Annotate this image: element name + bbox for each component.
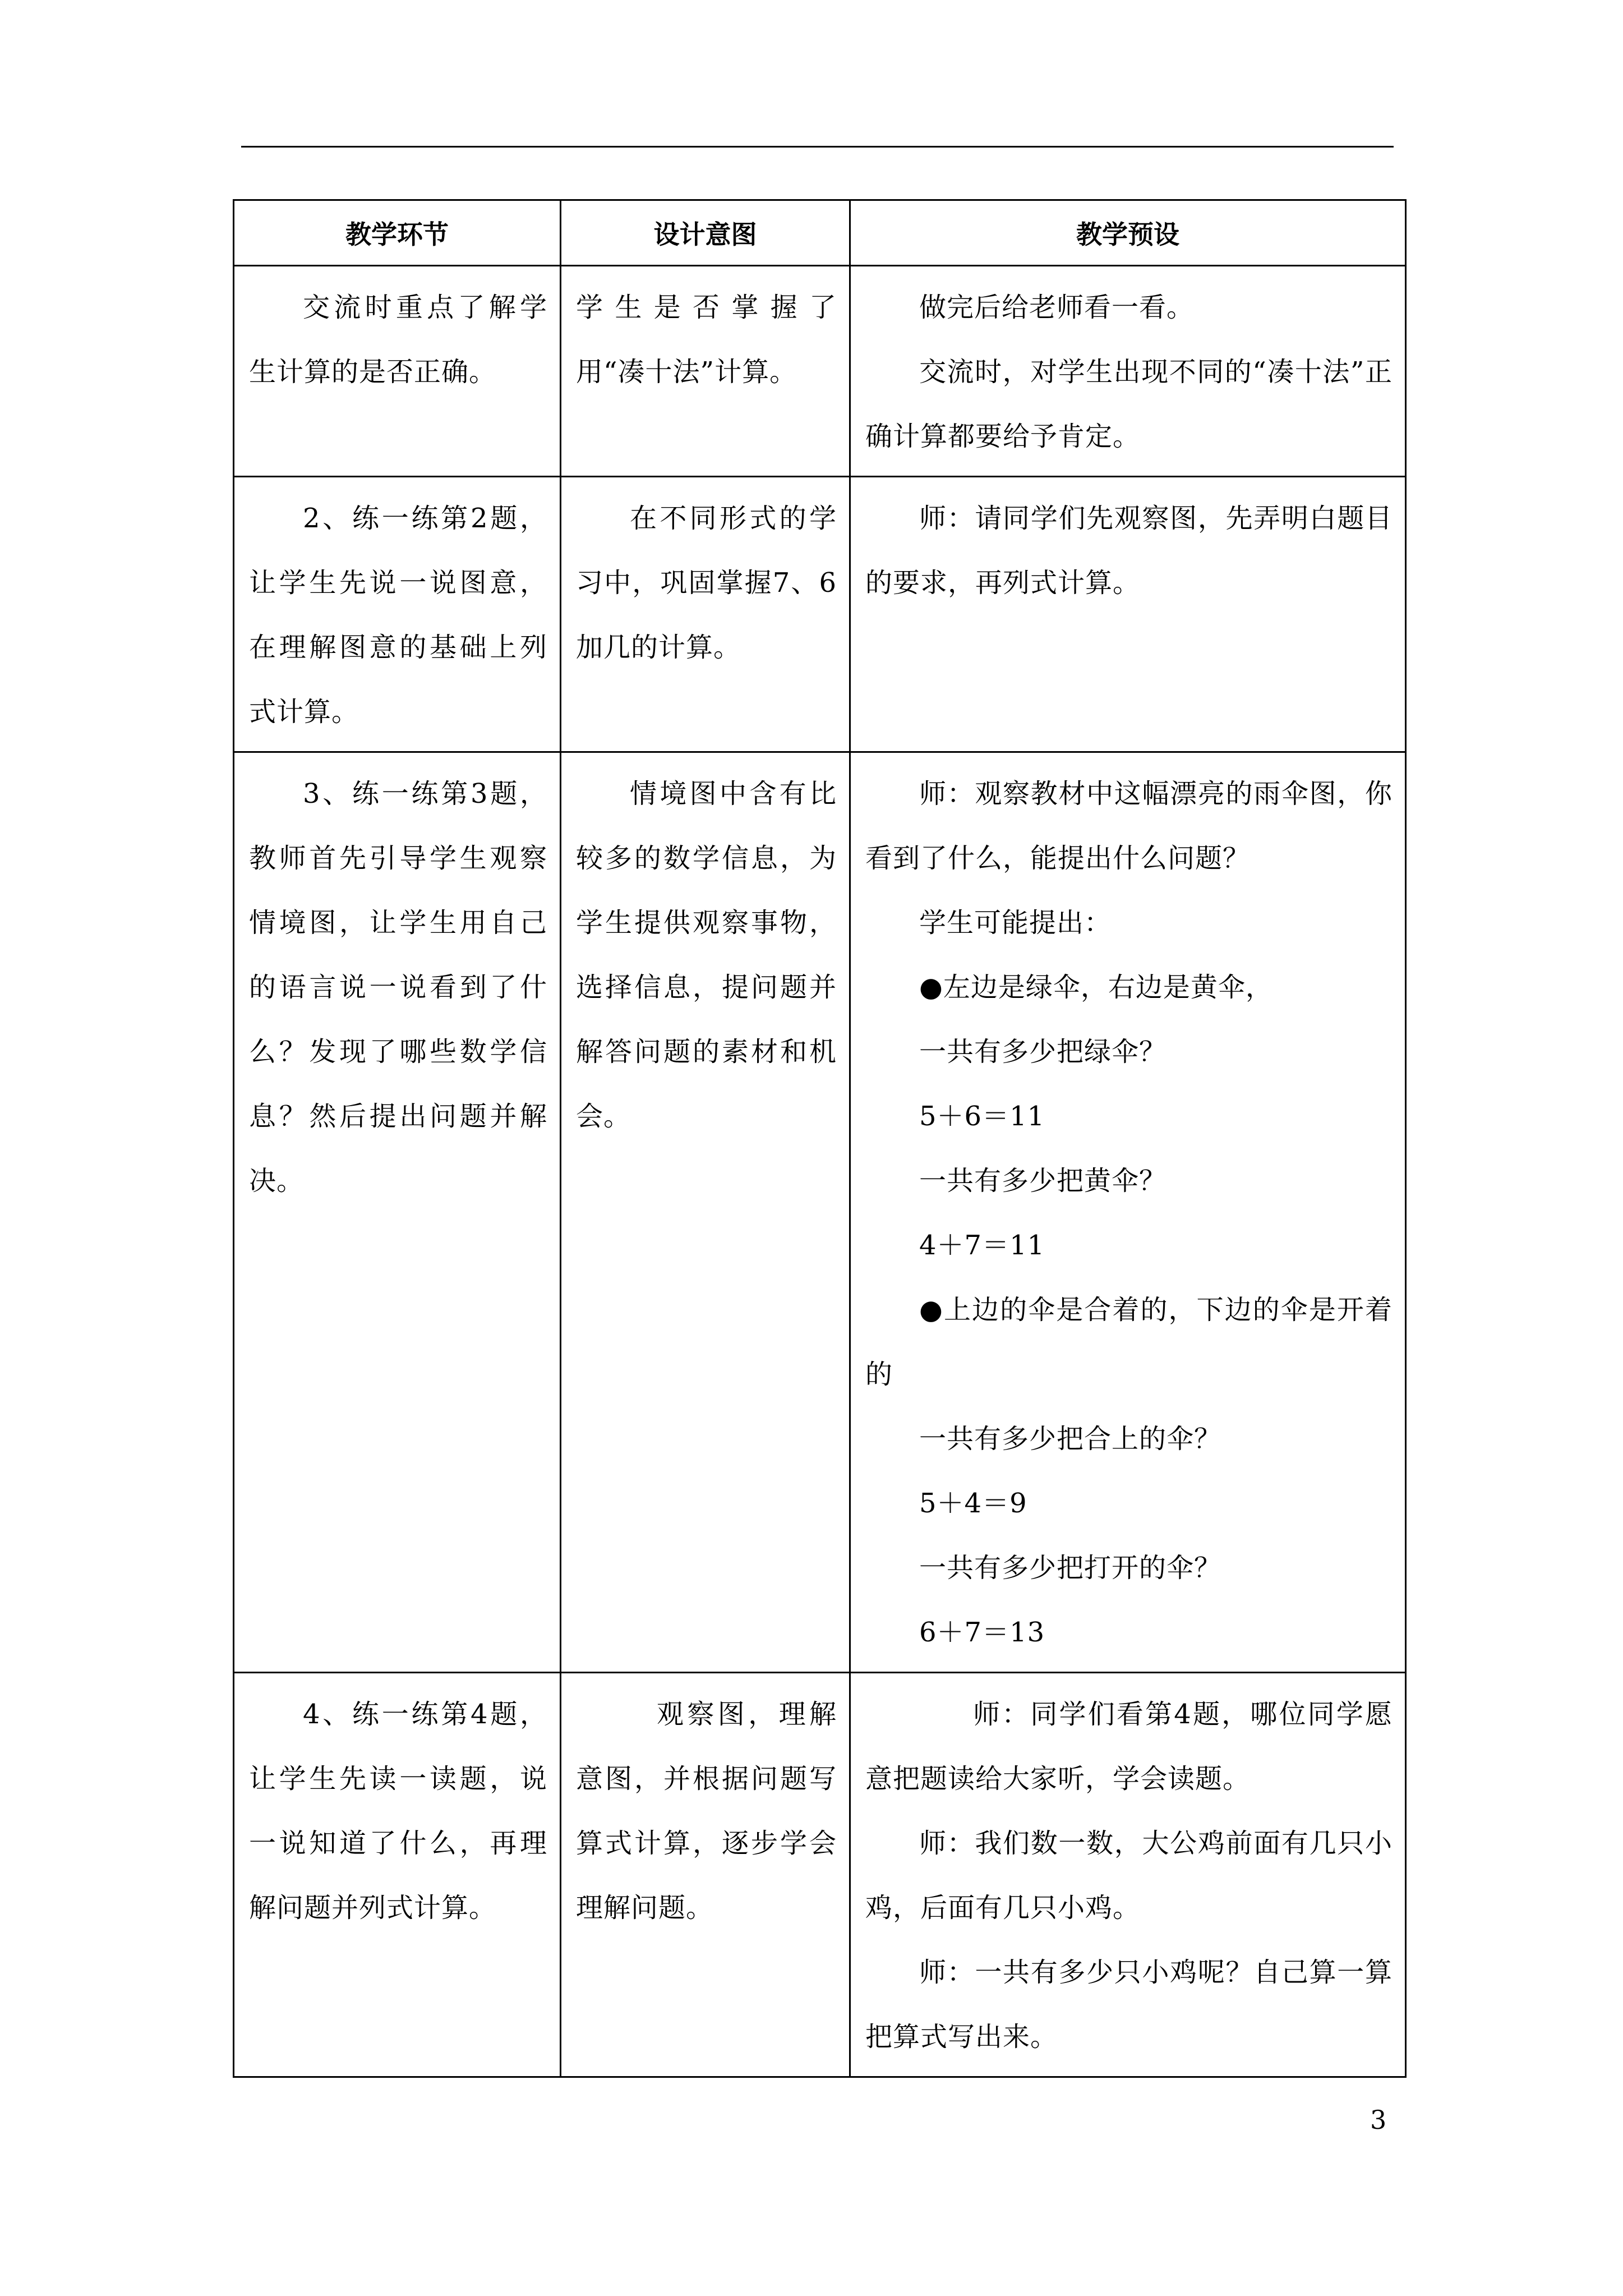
stage-text: 3、练一练第3题，教师首先引导学生观察情境图，让学生用自己的语言说一说看到了什么？发现了哪些数学信息？然后提出问题并解决。 — [249, 778, 547, 1197]
plan-line: 学生可能提出： — [919, 907, 1112, 938]
plan-line: 师：同学们看第4题，哪位同学愿意把题读给大家听，学会读题。 — [865, 1699, 1393, 1795]
stage-cell — [234, 266, 561, 477]
plan-line: 交流时，对学生出现不同的“凑十法”正确计算都要给予肯定。 — [865, 356, 1393, 452]
header-intent: 设计意图 — [561, 200, 850, 266]
intent-text: 观察图，理解意图，并根据问题写算式计算，逐步学会理解问题。 — [576, 1699, 837, 1924]
stage-text: 4、练一练第4题，让学生先读一读题，说一说知道了什么，再理解问题并列式计算。 — [249, 1699, 547, 1924]
plan-line: 4＋7＝11 — [919, 1230, 1045, 1261]
plan-line: 师：我们数一数，大公鸡前面有几只小鸡，后面有几只小鸡。 — [865, 1828, 1393, 1924]
plan-cell — [850, 477, 1406, 752]
header-stage: 教学环节 — [234, 200, 561, 266]
intent-text: 学生是否掌握了用“凑十法”计算。 — [576, 292, 837, 388]
plan-line: ●左边是绿伞，右边是黄伞， — [919, 972, 1273, 1003]
plan-line: 一共有多少把黄伞？ — [919, 1165, 1167, 1197]
stage-text: 2、练一练第2题，让学生先说一说图意，在理解图意的基础上列式计算。 — [249, 503, 547, 728]
intent-cell — [561, 477, 850, 752]
table-row — [234, 752, 1406, 1673]
plan-line: ●上边的伞是合着的，下边的伞是开着的 — [865, 1294, 1393, 1390]
plan-cell — [850, 752, 1406, 1673]
table-row — [234, 1673, 1406, 2077]
plan-cell — [850, 266, 1406, 477]
table-row — [234, 477, 1406, 752]
plan-line: 师：请同学们先观察图，先弄明白题目的要求，再列式计算。 — [865, 503, 1393, 599]
intent-cell — [561, 266, 850, 477]
page-number: 3 — [1370, 2105, 1387, 2135]
plan-line: 做完后给老师看一看。 — [919, 292, 1195, 323]
header-rule — [241, 146, 1394, 148]
stage-cell — [234, 1673, 561, 2077]
plan-cell — [850, 1673, 1406, 2077]
stage-cell — [234, 477, 561, 752]
intent-text: 在不同形式的学习中，巩固掌握7、6加几的计算。 — [576, 503, 837, 663]
stage-text: 交流时重点了解学生计算的是否正确。 — [249, 292, 547, 388]
table-header-row — [234, 200, 1406, 266]
plan-line: 5＋4＝9 — [919, 1488, 1027, 1519]
intent-cell — [561, 752, 850, 1673]
intent-text: 情境图中含有比较多的数学信息，为学生提供观察事物，选择信息，提问题并解答问题的素材和机会。 — [576, 778, 837, 1132]
header-plan: 教学预设 — [850, 200, 1406, 266]
plan-line: 一共有多少把合上的伞？ — [919, 1423, 1222, 1455]
plan-line: 师：观察教材中这幅漂亮的雨伞图，你看到了什么，能提出什么问题？ — [865, 778, 1393, 874]
lesson-plan-table — [233, 199, 1407, 2078]
table-row — [234, 266, 1406, 477]
plan-line: 6＋7＝13 — [919, 1617, 1045, 1648]
plan-line: 一共有多少把打开的伞？ — [919, 1552, 1222, 1584]
plan-line: 5＋6＝11 — [919, 1101, 1045, 1132]
intent-cell — [561, 1673, 850, 2077]
plan-line: 一共有多少把绿伞？ — [919, 1036, 1167, 1068]
stage-cell — [234, 752, 561, 1673]
plan-line: 师：一共有多少只小鸡呢？自己算一算把算式写出来。 — [865, 1957, 1393, 2053]
